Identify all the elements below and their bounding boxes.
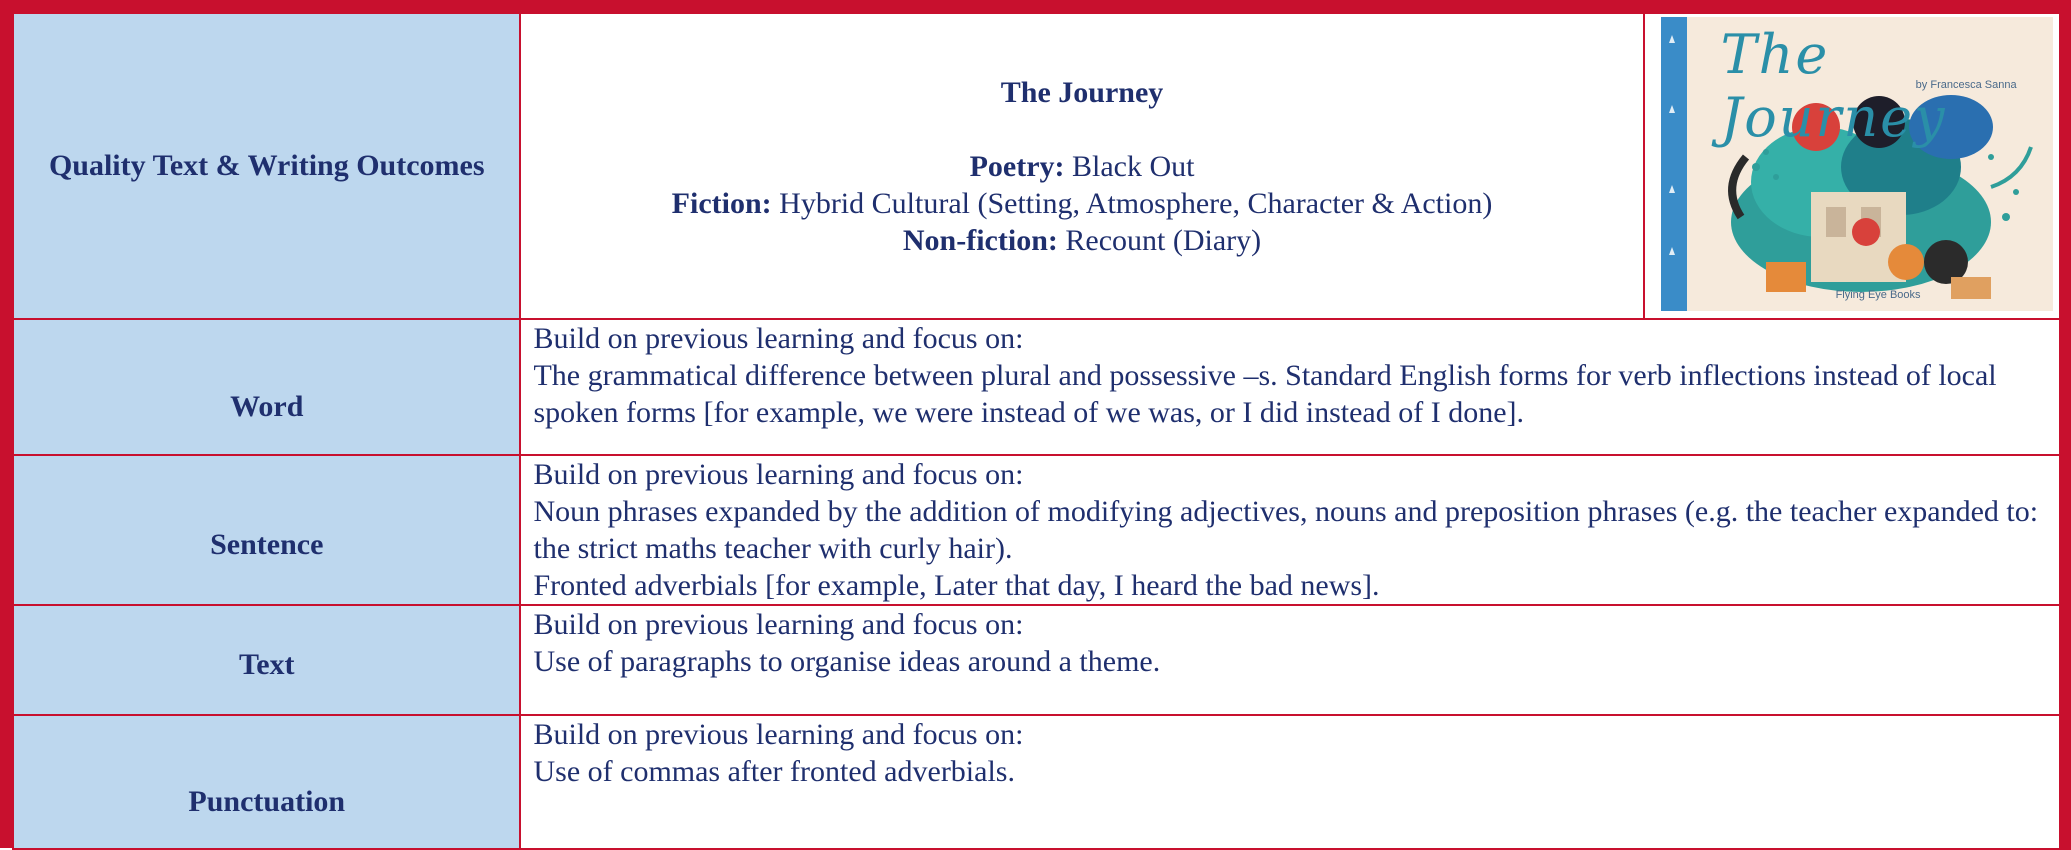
- header-row: [13, 13, 2070, 319]
- header-label: Quality Text & Writing Outcomes: [13, 13, 520, 319]
- row-content: [520, 715, 2070, 849]
- outcome-genre: Fiction:: [671, 186, 772, 220]
- row-line: Build on previous learning and focus on:: [533, 458, 1024, 491]
- row-line: Build on previous learning and focus on:: [533, 718, 1024, 751]
- outcome-genre: Non-fiction:: [902, 223, 1058, 257]
- book-cover-cell: [1644, 13, 2070, 319]
- outcome-value: Hybrid Cultural (Setting, Atmosphere, Character & Action): [771, 186, 1493, 220]
- outcome-genre: Poetry:: [969, 149, 1065, 183]
- row-line: Build on previous learning and focus on:: [533, 322, 1024, 355]
- row-content: [520, 605, 2070, 715]
- row-punctuation: [13, 715, 2070, 849]
- header-outcomes-cell: [520, 13, 1643, 319]
- book-cover-image: [1661, 17, 2053, 311]
- row-line: Build on previous learning and focus on:: [533, 608, 1024, 641]
- cover-publisher: Flying Eye Books: [1835, 289, 1921, 301]
- book-title: The Journey: [1000, 75, 1164, 109]
- outcome-value: Recount (Diary): [1057, 223, 1262, 257]
- row-line: Use of commas after fronted adverbials.: [533, 755, 1015, 788]
- outcome-nonfiction: [521, 222, 1642, 259]
- row-label: Word: [13, 319, 520, 455]
- row-label: Sentence: [13, 455, 520, 605]
- outcomes-table: [12, 12, 2071, 850]
- row-content: [520, 319, 2070, 455]
- outcome-poetry: [521, 148, 1642, 185]
- row-word: [13, 319, 2070, 455]
- row-sentence: [13, 455, 2070, 605]
- row-line: Fronted adverbials [for example, Later that day, I heard the bad news].: [533, 569, 1380, 602]
- cover-author: by Francesca Sanna: [1915, 79, 2017, 91]
- row-line: Noun phrases expanded by the addition of modifying adjectives, nouns and preposition phrases (e.g. the teacher expanded to: the strict maths teacher with curly hair).: [533, 495, 2039, 565]
- row-line: The grammatical difference between plural and possessive –s. Standard English forms for verb inflections instead of local spoken forms [for example, we were instead of we was, or I did instead of I done].: [533, 359, 1997, 429]
- outcome-fiction: [521, 185, 1642, 222]
- row-line: Use of paragraphs to organise ideas around a theme.: [533, 645, 1161, 678]
- row-content: [520, 455, 2070, 605]
- outcome-value: Black Out: [1064, 149, 1195, 183]
- row-label: Text: [13, 605, 520, 715]
- cover-title: The Journey: [1720, 23, 1947, 149]
- row-label: Punctuation: [13, 715, 520, 849]
- row-text: [13, 605, 2070, 715]
